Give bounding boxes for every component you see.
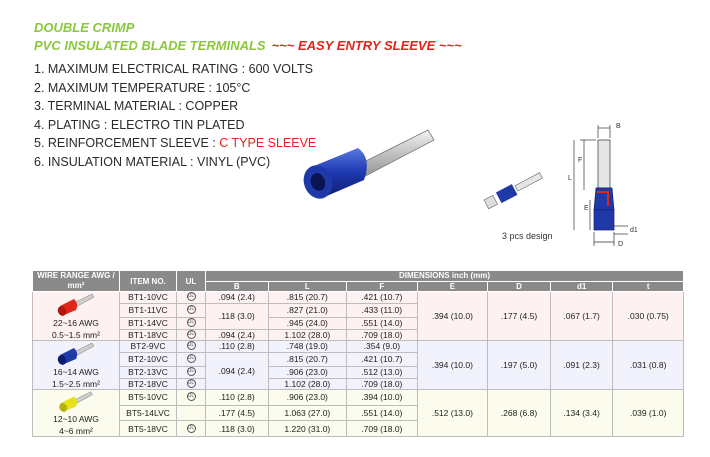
item-no: BT1-10VC (120, 292, 177, 304)
label-l: L (568, 175, 572, 182)
header-item-no: ITEM NO. (120, 271, 177, 292)
item-no: BT1-11VC (120, 303, 177, 318)
ul-mark-icon: UL (177, 303, 206, 318)
ul-mark-icon: UL (177, 390, 206, 406)
header-b: B (206, 281, 269, 292)
title-line-1: DOUBLE CRIMP (34, 20, 135, 35)
item-no: BT1-18VC (120, 329, 177, 341)
title-main: PVC INSULATED BLADE TERMINALS (34, 38, 266, 53)
terminal-photo (300, 128, 440, 208)
item-no: BT1-14VC (120, 318, 177, 330)
mm-range: 0.5~1.5 mm² (52, 330, 100, 340)
drawing-caption: 3 pcs design (502, 231, 553, 241)
table-row: BT1-11VC UL .118 (3.0) .827 (21.0) .433 (11.0) (33, 303, 684, 318)
ul-mark-icon: UL (177, 421, 206, 437)
header-d1: d1 (550, 281, 613, 292)
label-d1: d1 (630, 227, 638, 234)
label-b: B (616, 123, 621, 130)
spec-item: 3. TERMINAL MATERIAL : COPPER (34, 99, 239, 113)
spec-item: 4. PLATING : ELECTRO TIN PLATED (34, 117, 245, 132)
ul-mark-icon: UL (177, 367, 206, 379)
awg-range: 22~16 AWG (53, 318, 99, 328)
item-no: BT2-13VC (120, 367, 177, 379)
item-no: BT2-18VC (120, 378, 177, 390)
label-d: D (618, 241, 624, 248)
ul-mark-icon: UL (177, 318, 206, 330)
title-line-2 (34, 38, 462, 53)
item-no: BT5-18VC (120, 421, 177, 437)
table-row: BT5-18VC UL .118 (3.0) 1.220 (31.0) .709 (18.0) (33, 421, 684, 437)
terminal-red-icon (56, 292, 96, 316)
table-row: BT2-10VC UL .094 (2.4) .815 (20.7) .421 (10.7) (33, 352, 684, 367)
label-e: E (584, 205, 589, 212)
mm-range: 4~6 mm² (59, 426, 93, 436)
table-row: 12~10 AWG 4~6 mm² BT5-10VC UL .110 (2.8) .906 (23.0) .394 (10.0) .512 (13.0) .268 (6.8) .134 (3.4) .039 (1.0) (33, 390, 684, 406)
ul-mark-icon: UL (177, 341, 206, 353)
table-row: BT5-14LVC .177 (4.5) 1.063 (27.0) .551 (14.0) (33, 405, 684, 421)
ul-mark-icon (177, 405, 206, 421)
wire-range-cell (33, 390, 120, 437)
title-highlight: ~~~ EASY ENTRY SLEEVE ~~~ (271, 38, 462, 53)
table-row: 16~14 AWG 1.5~2.5 mm² BT2-9VC UL .110 (2.8) .748 (19.0) .354 (9.0) .394 (10.0) .197 (5.0) .091 (2.3) .031 (0.8) (33, 341, 684, 353)
table-row: BT2-13VC UL .906 (23.0) .512 (13.0) (33, 367, 684, 379)
table-row: BT2-18VC UL 1.102 (28.0) .709 (18.0) (33, 378, 684, 390)
header-f: F (347, 281, 418, 292)
awg-range: 12~10 AWG (53, 414, 99, 424)
ul-mark-icon: UL (177, 352, 206, 367)
ul-mark-icon: UL (177, 292, 206, 304)
header-d: D (488, 281, 551, 292)
table-row: BT1-14VC UL .945 (24.0) .551 (14.0) (33, 318, 684, 330)
spec-list (34, 60, 316, 171)
dimensions-table (32, 270, 684, 437)
awg-range: 16~14 AWG (53, 367, 99, 377)
item-no: BT2-10VC (120, 352, 177, 367)
header-ul: UL (177, 271, 206, 292)
header-l: L (268, 281, 346, 292)
table-row: BT1-18VC UL .094 (2.4) 1.102 (28.0) .709 (18.0) (33, 329, 684, 341)
item-no: BT2-9VC (120, 341, 177, 353)
ul-mark-icon: UL (177, 378, 206, 390)
header-wire-range: WIRE RANGE AWG / mm² (33, 271, 120, 292)
terminal-yellow-icon (56, 390, 96, 412)
spec-item: 2. MAXIMUM TEMPERATURE : 105°C (34, 80, 251, 95)
terminal-blue-icon (56, 341, 96, 365)
spec-highlight: C TYPE SLEEVE (219, 136, 317, 150)
item-no: BT5-10VC (120, 390, 177, 406)
spec-item: 6. INSULATION MATERIAL : VINYL (PVC) (34, 154, 271, 169)
header-dimensions: DIMENSIONS inch (mm) (206, 271, 684, 282)
header-e: E (417, 281, 488, 292)
label-f: F (578, 157, 583, 164)
spec-item: 1. MAXIMUM ELECTRICAL RATING : 600 VOLTS (34, 62, 313, 76)
mm-range: 1.5~2.5 mm² (52, 379, 100, 389)
wire-range-cell (33, 292, 120, 341)
header-t: t (613, 281, 684, 292)
ul-mark-icon: UL (177, 329, 206, 341)
spec-item: 5. REINFORCEMENT SLEEVE : C TYPE SLEEVE (34, 136, 317, 150)
item-no: BT5-14LVC (120, 405, 177, 421)
wire-range-cell (33, 341, 120, 390)
table-row: 22~16 AWG 0.5~1.5 mm² BT1-10VC UL .094 (2.4) .815 (20.7) .421 (10.7) .394 (10.0) .177 (4.5) .067 (1.7) .030 (0.75) (33, 292, 684, 304)
